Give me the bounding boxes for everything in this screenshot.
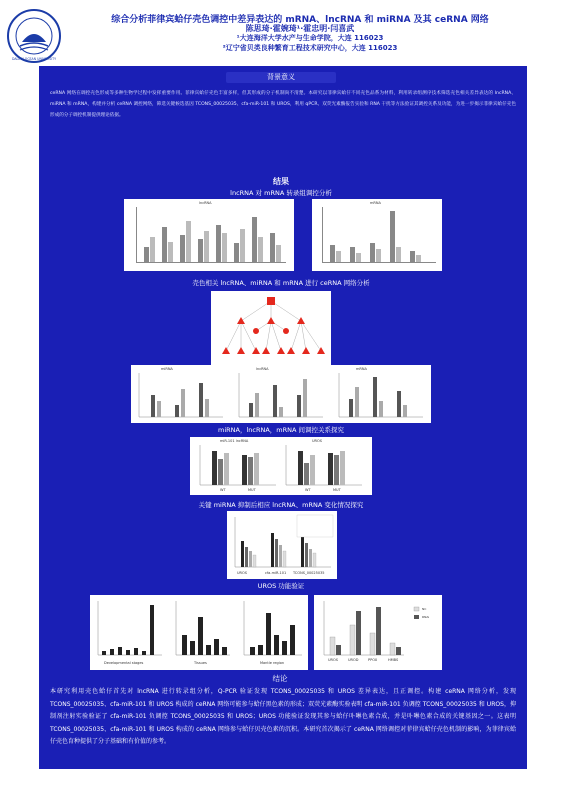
bar [270,233,275,262]
bar [290,625,295,655]
bar [379,401,383,417]
bar [298,451,303,485]
bar [310,455,315,485]
bar [224,453,229,485]
bar [397,391,401,417]
conclusion-text: 本研究利用壳色蛤仔首先对 lncRNA 进行转录组分析，Q-PCR 验证发现 TCONS_00025035 和 UROS 差异表达，且正调控。构建 ceRNA 网络分析，发现 TCONS_00025035、cfa-miR-101 和 UROS 构成的 ceRNA 网络可能参与蛤仔黑色素的形成；双荧光素酶实验表明 cfa-miR-101 负调控 TCONS_00025035 和 UROS，抑制剂注射实验验证了 cfa-miR-101 负调控 TCONS_00025035 和 UROS；UROS 功能验证发现其参与蛤仔卟啉色素合成，并是卟啉色素合成的关键基因之一。这表明 TCONS_00025035、cfa-miR-101 和 UROS 构成的 ceRNA 网络参与蛤仔贝壳色素的沉积。本研究首次揭示了 ceRNA 网络调控对菲律宾蛤仔壳色机制的影响，为菲律宾蛤仔壳色育种提供了分子基础和有价值的参考。 [50,688,516,745]
bar [258,237,263,262]
figure-1a-title: lncRNA [199,201,212,205]
figure-5-legend [297,515,333,537]
bar [275,539,278,567]
bar [205,399,209,417]
figure-6c-xlabel: Mantle region [260,661,285,665]
poster-title: 综合分析菲律宾蛤仔壳色调控中差异表达的 mRNA、lncRNA 和 miRNA 及其 ceRNA 网络 [111,15,489,25]
bar [396,247,401,262]
bar [252,217,257,262]
legend-label-rnai: RNAi [422,615,430,619]
figure-6d-xtick: UROS [328,658,338,662]
bar [214,639,219,655]
bar [245,547,248,567]
results-heading: 结果 [273,177,289,186]
bar [126,650,130,655]
poster-header [0,0,562,68]
bar [279,545,282,567]
cerna-network-figure [211,291,331,366]
figure-uros-rnai [314,595,442,670]
bar [206,645,211,655]
bar [356,611,361,655]
bar [198,239,203,262]
university-logo [6,8,62,64]
affiliation-1: ¹大连海洋大学水产与生命学院，大连 116023 [236,34,384,42]
bar [340,451,345,485]
results-caption-2: 壳色相关 lncRNA、miRNA 和 mRNA 进行 ceRNA 网络分析 [192,279,370,287]
bar [198,617,203,655]
bar [102,651,106,655]
bar [240,229,245,262]
figure-regulation-charts [131,365,431,423]
bar [150,237,155,262]
bar [390,643,395,655]
bar [186,221,191,262]
figure-6a-xlabel: Developmental stages [104,661,144,665]
bar [216,225,221,262]
bar [249,403,253,417]
bar [271,533,274,567]
bar [370,243,375,262]
y-axis [136,207,137,263]
figure-lncrna-bars [124,199,294,271]
background-heading: 背景意义 [226,72,336,83]
bar [151,395,155,417]
bar [301,537,304,567]
affiliation-2: ²辽宁省贝类良种繁育工程技术研究中心，大连 116023 [222,44,398,52]
bar [334,455,339,485]
bar [283,551,286,567]
figure-5-xtick: TCONS_00025035 [293,571,325,575]
bar [336,251,341,262]
bar [144,247,149,262]
bar [118,647,122,655]
y-axis [322,207,323,263]
bar [134,648,138,655]
figure-5-xtick: cfa-miR-101 [265,571,287,575]
bar [254,453,259,485]
bar [162,227,167,262]
bar [313,553,316,567]
bar [297,395,301,417]
svg-text:DALIAN OCEAN UNIVERSITY: DALIAN OCEAN UNIVERSITY [11,57,57,61]
bar [168,242,173,262]
bar [250,647,255,655]
bar [212,451,217,485]
bar [350,625,355,655]
bar [258,645,263,655]
bar [336,645,341,655]
network-node-mrna [267,297,275,305]
bar [204,231,209,262]
bar [309,549,312,567]
figure-4-xtick: MUT [333,488,341,492]
bar [190,641,195,655]
network-node-lncrna [297,317,305,324]
network-node [237,347,245,354]
figure-5-xtick: UROS [237,571,247,575]
results-caption-4: 关键 miRNA 抑制后相应 lncRNA、mRNA 变化情况探究 [198,501,364,509]
bar [330,637,335,655]
figure-3a-title: miRNA [161,367,173,371]
bar [282,641,287,655]
bar [242,455,247,485]
figure-3-plots [131,365,431,423]
network-node [262,347,270,354]
bar [234,243,239,262]
bar [181,389,185,417]
bar [249,551,252,567]
network-node-lncrna [237,317,245,324]
results-caption-3: miRNA，lncRNA，mRNA 间调控关系探究 [217,426,344,434]
bar [356,253,361,262]
bar [376,249,381,262]
bar [266,613,271,655]
bar [416,255,421,262]
bar [180,235,185,262]
bar [199,383,203,417]
figure-uros-expression [90,595,308,670]
bar [403,405,407,417]
bar [218,459,223,485]
figure-6abc-plots [90,595,308,670]
results-caption-1: lncRNA 对 mRNA 转录组调控分析 [230,189,332,197]
bar [304,463,309,485]
figure-3b-title: lncRNA [256,367,269,371]
bar [410,251,415,262]
bar [355,387,359,417]
bar [248,457,253,485]
figure-4b-title: UROS [312,439,322,443]
bar [305,543,308,567]
bar [370,633,375,655]
figure-mrna-bars [312,199,442,271]
legend-swatch-rnai [414,615,419,619]
bar [396,647,401,655]
bar [255,393,259,417]
bar [373,377,377,417]
figure-6b-xlabel: Tissues [194,661,207,665]
bar [222,647,227,655]
network-node [302,347,310,354]
network-node-mirna [253,328,259,334]
figure-4-plots [190,437,372,495]
bar [175,405,179,417]
network-node [317,347,325,354]
cerna-network [211,291,331,366]
network-node [252,347,260,354]
figure-inhibitor [227,511,337,579]
figure-6d-xtick: UROD [348,658,359,662]
network-node-lncrna [267,317,275,324]
figure-4-xtick: WT [220,488,226,492]
bar [253,555,256,567]
bar [222,233,227,262]
figure-1b-bars [324,207,438,263]
bar [150,605,154,655]
bar [274,635,279,655]
legend-swatch-nc [414,607,419,611]
figure-3c-title: mRNA [356,367,367,371]
network-node [287,347,295,354]
bar [241,541,244,567]
bar [276,245,281,262]
bar [376,607,381,655]
bar [349,399,353,417]
figure-4-xtick: MUT [248,488,256,492]
bar [110,649,114,655]
author-list: 陈思琦·霍婉琦¹·霍忠明·闫喜武 [245,24,355,33]
figure-6d-xtick: HMBS [388,658,399,662]
bar [303,379,307,417]
network-node [222,347,230,354]
network-node [277,347,285,354]
bar [350,247,355,262]
bar [390,211,395,262]
bar [330,245,335,262]
figure-1a-bars [138,207,288,263]
figure-luciferase [190,437,372,495]
bar [157,401,161,417]
bar [182,635,187,655]
figure-4-xtick: WT [305,488,311,492]
figure-5-plot [227,511,337,579]
bar [142,651,146,655]
network-node-mirna [283,328,289,334]
bar [273,385,277,417]
bar [279,407,283,417]
figure-6d-xtick: PPOX [368,658,378,662]
figure-1b-title: mRNA [370,201,381,205]
figure-4a-title: miR-101 lncRNA [220,439,249,443]
conclusion-heading: 结论 [272,674,288,683]
bar [328,453,333,485]
results-caption-5: UROS 功能验证 [257,582,305,590]
legend-label-nc: NC [422,607,427,611]
background-text: ceRNA 网络在调控壳色形成等多种生物学过程中发挥重要作用。菲律宾蛤仔壳色丰富多样，但其形成的分子机制尚不清楚。本研究以菲律宾蛤仔不同壳色品系为材料，利用转录组测序技术筛选壳色相关差异表达的 lncRNA、miRNA 和 mRNA，构建并分析 ceRNA 调控网络，筛选关键候选基因 TCONS_00025035、cfa-miR-101 和 UROS，利用 qPCR、双荧光素酶报告实验和 RNA 干扰等方法验证其调控关系及功能，为进一步揭示菲律宾蛤仔壳色形成的分子调控机制提供理论依据。 [50,91,516,118]
